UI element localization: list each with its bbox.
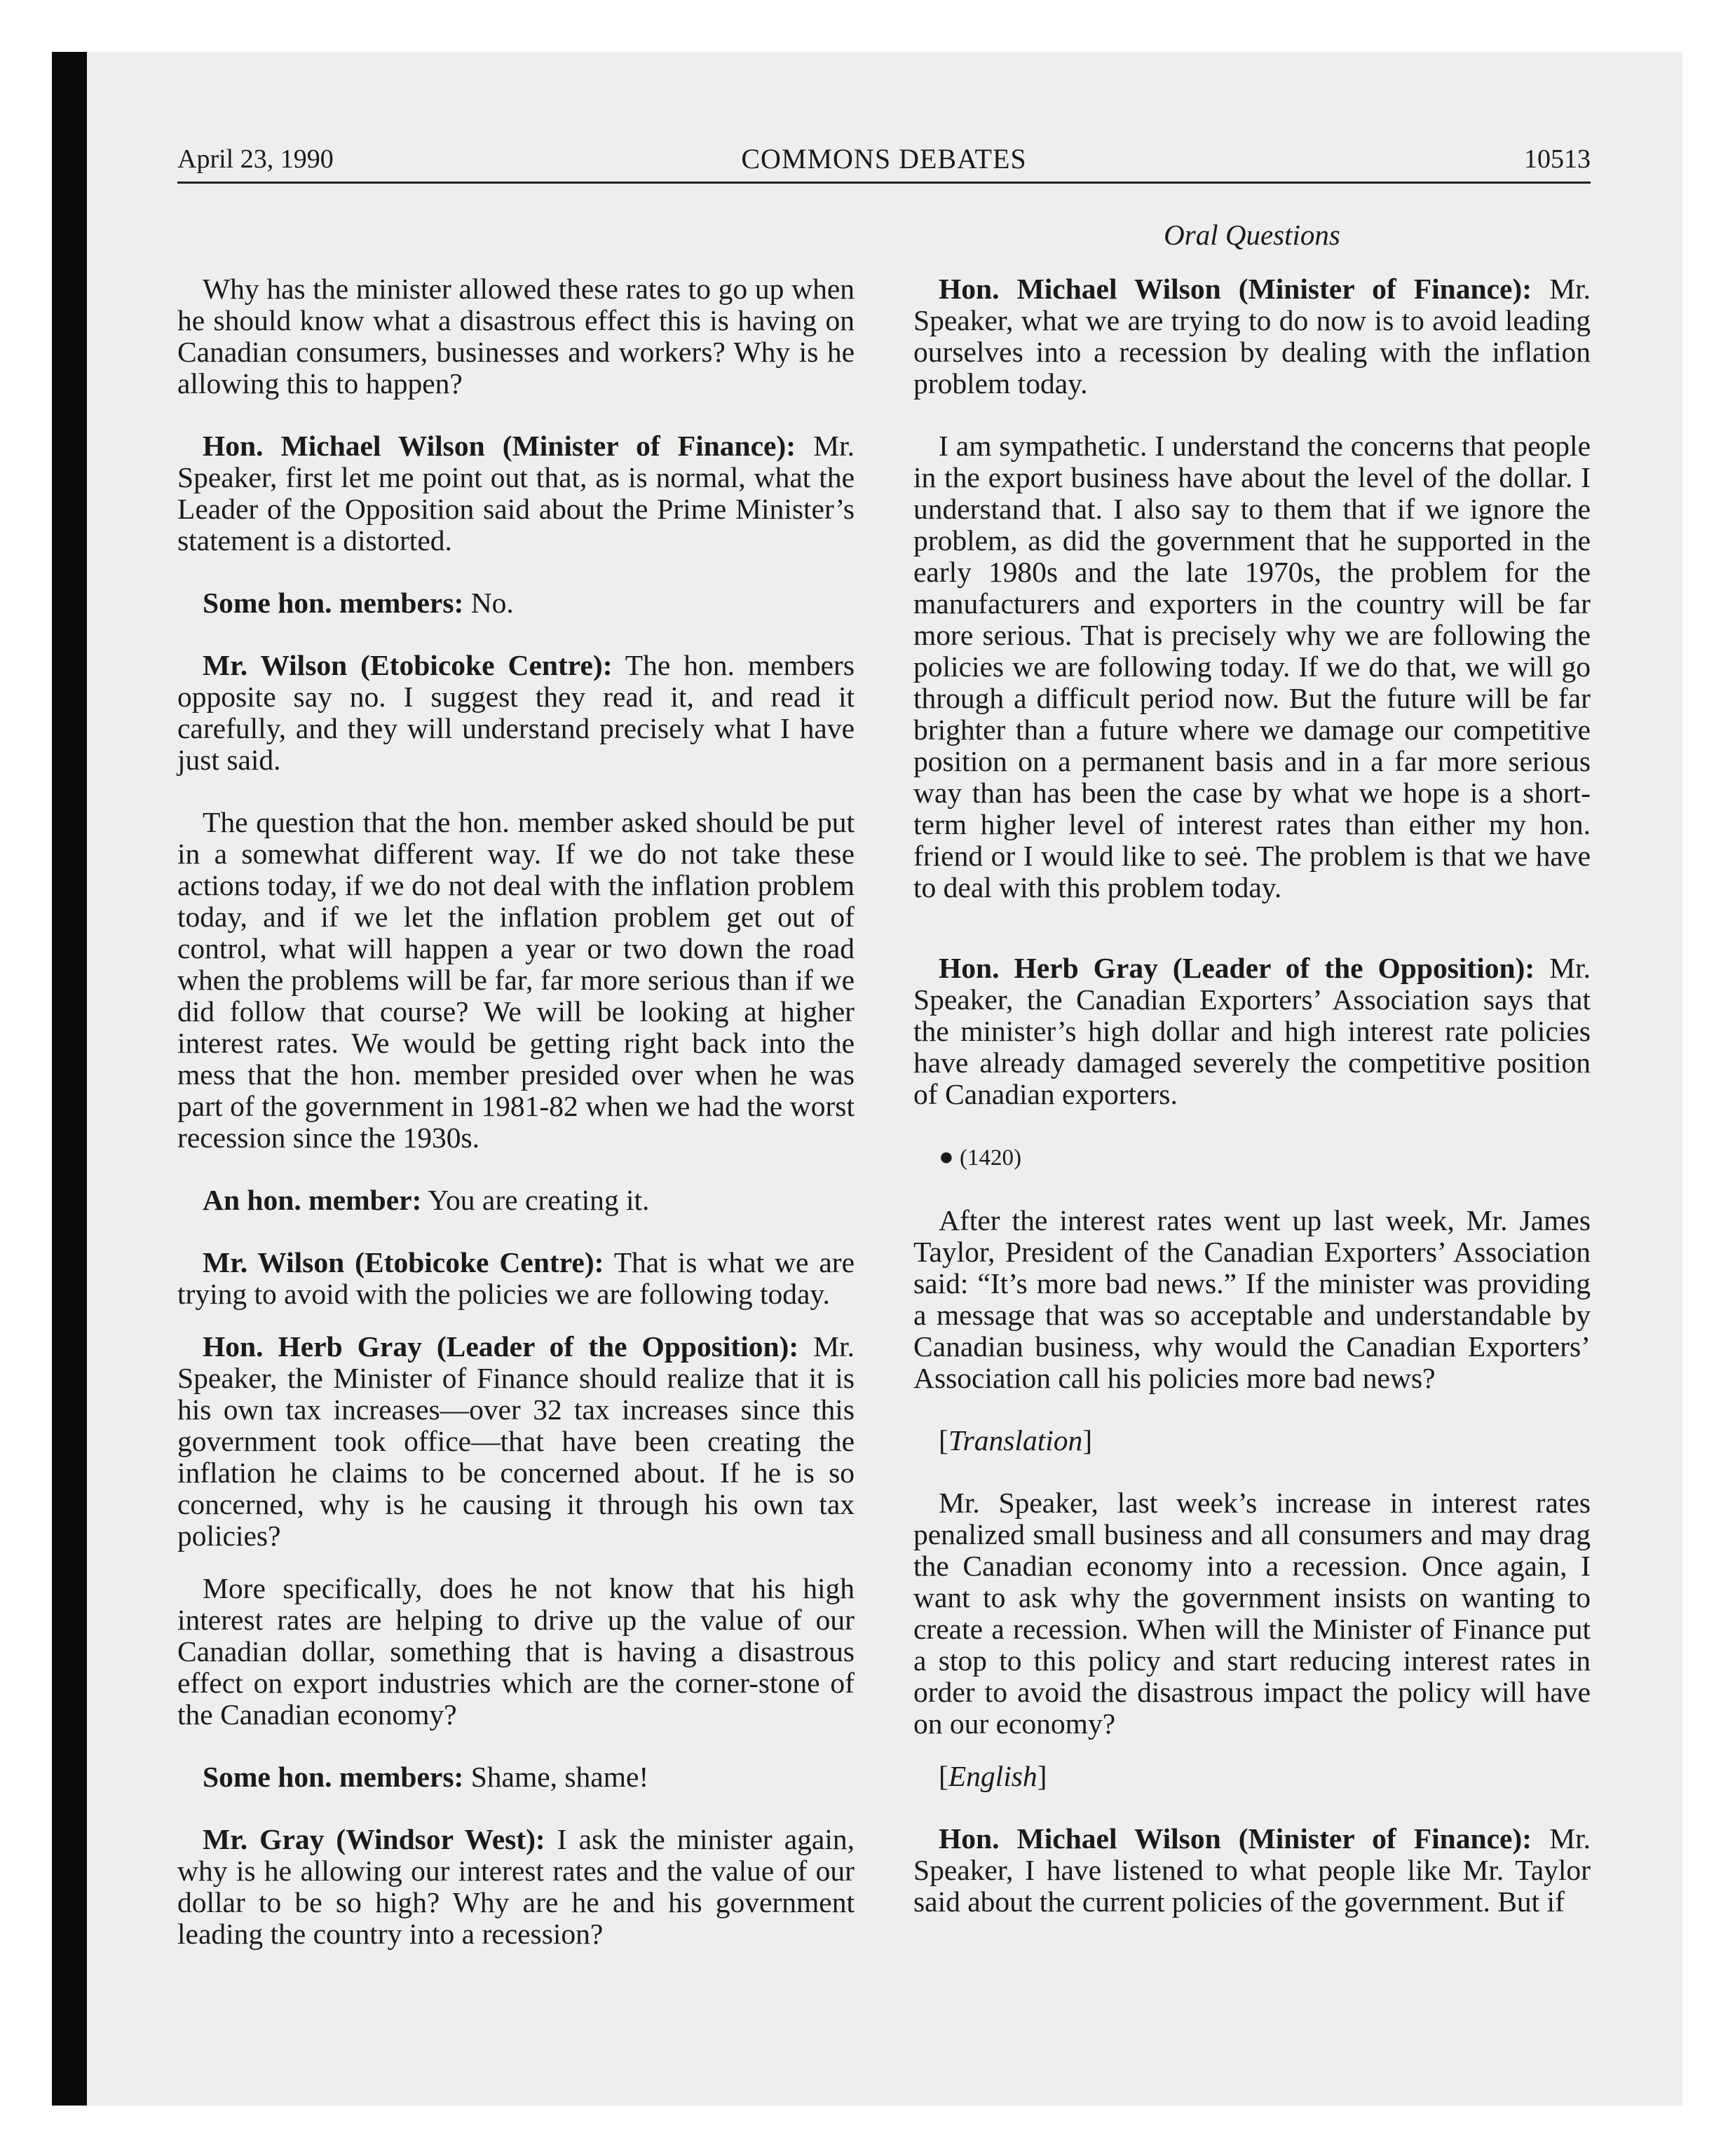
paragraph (177, 1331, 855, 1552)
paragraph (177, 273, 855, 400)
speaker: Mr. Wilson (Etobicoke Centre): (203, 649, 613, 681)
speech-text: You are creating it. (428, 1184, 650, 1216)
speech-text: Mr. Speaker, last week’s increase in interest rates penalized small business and all consumers and may drag the Canadian economy into a recession. Once again, I want to ask why the government insists on wanting to create a recession. When will the Minister of Finance put a stop to this policy and start reducing interest rates in order to avoid the disastrous impact the policy will have on our economy? (913, 1487, 1591, 1740)
paragraph (177, 1185, 855, 1216)
paragraph (177, 1761, 855, 1793)
page-number: 10513 (1524, 144, 1591, 174)
speech-text: Why has the minister allowed these rates to go up when he should know what a disastrous effect this is having on Canadian consumers, businesses and workers? Why is he allowing this to happen? (177, 273, 855, 400)
paragraph (913, 1823, 1591, 1918)
speech-text: I am sympathetic. I understand the concerns that people in the export business have about the level of the dollar. I understand that. I also say to them that if we ignore the problem, as did the government that he supported in the early 1980s and the late 1970s, the problem for the manufacturers and exporters in the country will be far more serious. That is precisely why we are following the policies we are following today. If we do that, we will go through a difficult period now. But the future will be far brighter than a future where we damage our competitive position on a permanent basis and in a far more serious way than has been the case by what we hope is a short-term higher level of interest rates than either my hon. friend or I would like to seė. The problem is that we have to deal with this problem today. (913, 430, 1591, 903)
speech-text: Mr. Speaker, first let me point out that, as is normal, what the Leader of the Opposition said about the Prime Minister’s statement is a distorted. (177, 430, 855, 557)
language-label: Translation (948, 1424, 1083, 1456)
speaker: Hon. Herb Gray (Leader of the Opposition): (939, 952, 1535, 984)
paragraph (177, 587, 855, 619)
speech-text: The hon. members opposite say no. I suggest they read it, and read it carefully, and they will understand precisely what I have just said. (177, 649, 855, 776)
binding-edge (52, 52, 87, 2106)
left-column (177, 273, 855, 1981)
paragraph (913, 1205, 1591, 1394)
right-column (913, 273, 1591, 1949)
speech-text: The question that the hon. member asked should be put in a somewhat different way. If we do not take these actions today, if we do not deal with the inflation problem today, and if we let the inflation problem get out of control, what will happen a year or two down the road when the problems will be far, far more serious than if we did follow that course? We will be looking at higher interest rates. We would be getting right back into the mess that the hon. member presided over when he was part of the government in 1981-82 when we had the worst recession since the 1930s. (177, 806, 855, 1154)
time-marker-text: (1420) (960, 1145, 1021, 1171)
speech-text: Mr. Speaker, the Minister of Finance should realize that it is his own tax increases—over 32 tax increases since this government took office—that have been creating the inflation he claims to be concerned about. If he is so concerned, why is he causing it through his own tax policies? (177, 1330, 855, 1552)
speaker: Some hon. members: (203, 587, 464, 619)
speaker: An hon. member: (203, 1184, 422, 1216)
speaker: Hon. Michael Wilson (Minister of Finance): (939, 273, 1532, 305)
paragraph (177, 1824, 855, 1950)
paragraph (177, 430, 855, 557)
time-marker (913, 1141, 1591, 1174)
speaker: Mr. Gray (Windsor West): (203, 1823, 545, 1855)
paragraph (177, 807, 855, 1154)
bullet-icon: ● (939, 1142, 954, 1171)
speaker: Hon. Michael Wilson (Minister of Finance): (203, 430, 796, 462)
paragraph (913, 953, 1591, 1110)
language-note: [Translation] (939, 1424, 1093, 1456)
page-header (177, 137, 1591, 181)
speech-text: More specifically, does he not know that his high interest rates are helping to drive up the value of our Canadian dollar, something that is having a disastrous effect on export industries which are the corner-stone of the Canadian economy? (177, 1572, 855, 1731)
speaker: Some hon. members: (203, 1761, 464, 1793)
paragraph (177, 650, 855, 776)
speech-text: Shame, shame! (470, 1761, 649, 1793)
speech-text: After the interest rates went up last week, Mr. James Taylor, President of the Canadian Exporters’ Association said: “It’s more bad news.” If the minister was providing a message that was so acceptable and understandable by Canadian business, why would the Canadian Exporters’ Association call his policies more bad news? (913, 1204, 1591, 1394)
language-label: English (948, 1760, 1037, 1792)
speaker: Hon. Michael Wilson (Minister of Finance): (939, 1822, 1532, 1855)
header-date: April 23, 1990 (177, 144, 334, 174)
section-title: Oral Questions (1164, 219, 1340, 251)
paragraph (913, 273, 1591, 400)
speech-text: Mr. Speaker, the Canadian Exporters’ Association says that the minister’s high dollar and high interest rate policies have already damaged severely the competitive position of Canadian exporters. (913, 952, 1591, 1110)
header-rule (177, 182, 1591, 184)
paragraph (177, 1573, 855, 1731)
speaker: Mr. Wilson (Etobicoke Centre): (203, 1246, 604, 1278)
paragraph (913, 430, 1591, 903)
paragraph (177, 1247, 855, 1310)
header-title: COMMONS DEBATES (741, 143, 1027, 175)
speech-text: I ask the minister again, why is he allowing our interest rates and the value of our dollar to be so high? Why are he and his government leading the country into a recession? (177, 1823, 855, 1950)
speech-text: Mr. Speaker, what we are trying to do now is to avoid leading ourselves into a recession by dealing with the inflation problem today. (913, 273, 1591, 400)
speech-text: Mr. Speaker, I have listened to what people like Mr. Taylor said about the current policies of the government. But if (913, 1822, 1591, 1918)
speech-text: That is what we are trying to avoid with the policies we are following today. (177, 1246, 855, 1310)
speaker: Hon. Herb Gray (Leader of the Opposition): (203, 1330, 799, 1363)
paragraph (913, 1487, 1591, 1740)
language-note: [English] (939, 1760, 1047, 1792)
speech-text: No. (470, 587, 514, 619)
